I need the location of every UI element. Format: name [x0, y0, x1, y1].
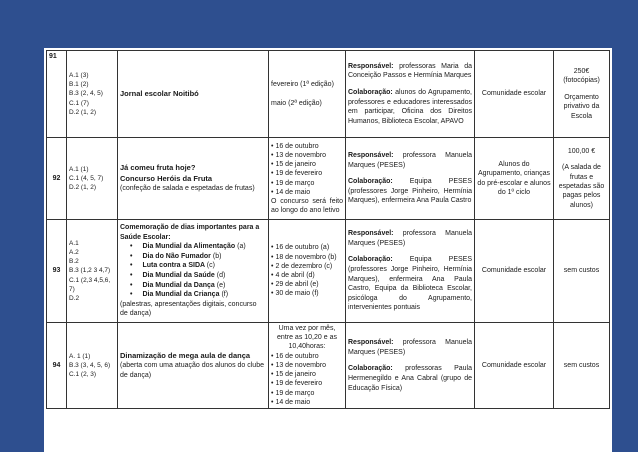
- table-row: [47, 220, 610, 323]
- date-entry: • 15 de janeiro: [271, 160, 343, 169]
- cost-note: Orçamento privativo da Escola: [563, 93, 600, 120]
- table-row: [47, 323, 610, 409]
- date-entry: • 16 de outubro: [271, 352, 343, 361]
- cost-amount: 100,00 €: [567, 147, 596, 155]
- list-item: • Dia Mundial da Dança (e): [130, 281, 266, 291]
- responsavel-text: professoras Maria da Conceição Passos e Hermínia Marques: [348, 62, 472, 80]
- document-sheet: [44, 48, 612, 452]
- responsavel-label: Responsável:: [348, 229, 394, 237]
- date-entry: • 14 de maio: [271, 188, 343, 197]
- top-border-band: [0, 0, 638, 48]
- activities-table: [46, 50, 610, 409]
- responsibles-cell: [346, 220, 475, 323]
- date-entry: • 19 de março: [271, 389, 343, 398]
- responsavel-label: Responsável:: [348, 62, 394, 70]
- date-entry: • 15 de janeiro: [271, 370, 343, 379]
- activity-title: Dinamização de mega aula de dança: [120, 350, 251, 360]
- code: A.1: [69, 240, 79, 248]
- dates-cell: [269, 51, 346, 138]
- target-audience: Comunidade escolar: [475, 220, 554, 323]
- code: C.1 (7): [69, 99, 89, 107]
- date-entry: • 16 de outubro (a): [271, 243, 343, 252]
- activity-cell: [118, 51, 269, 138]
- code: C.1 (2,3 4,5,6, 7): [69, 276, 111, 293]
- code: A. 1 (1): [69, 352, 91, 360]
- costs-cell: [554, 138, 610, 220]
- cost-amount: sem custos: [563, 267, 600, 275]
- colaboracao-label: Colaboração:: [348, 178, 393, 186]
- responsavel-text: professora Manuela Marques (PESES): [348, 151, 472, 169]
- colaboracao-text: professoras Paula Hermenegildo e Ana Cabral (grupo de Educação Física): [348, 365, 472, 392]
- date-entry: • 29 de abril (e): [271, 280, 343, 289]
- costs-cell: [554, 220, 610, 323]
- date-entry: • 19 de fevereiro: [271, 379, 343, 388]
- objective-codes: [67, 323, 118, 409]
- target-audience: Alunos do Agrupamento, crianças do pré-escolar e alunos do 1º ciclo: [475, 138, 554, 220]
- code: D.2: [69, 294, 80, 302]
- code: B.3 (2, 4, 5): [69, 90, 103, 98]
- date-entry: • 4 de abril (d): [271, 271, 343, 280]
- objective-codes: [67, 51, 118, 138]
- costs-cell: [554, 323, 610, 409]
- left-border-band: [0, 0, 44, 452]
- colaboracao-label: Colaboração:: [348, 256, 393, 264]
- code: B.3 (3, 4, 5, 6): [69, 362, 111, 369]
- responsavel-label: Responsável:: [348, 338, 394, 346]
- activity-title: Comemoração de dias importantes para a Saúde Escolar:: [120, 224, 260, 241]
- objective-codes: [67, 220, 118, 323]
- colaboracao-label: Colaboração:: [348, 88, 393, 96]
- code: A.2: [69, 249, 79, 257]
- date-entry: • 13 de novembro: [271, 361, 343, 370]
- date-entry: • 16 de outubro: [271, 142, 343, 151]
- activity-items: [120, 242, 266, 300]
- target-audience: Comunidade escolar: [475, 51, 554, 138]
- activity-note: (aberta com uma atuação dos alunos do clube de dança): [120, 362, 264, 379]
- date-entry: maio (2ª edição): [271, 100, 322, 107]
- cost-amount: sem custos: [563, 361, 600, 369]
- dates-note: O concurso será feito ao longo do ano letivo: [271, 197, 343, 215]
- activity-cell: [118, 323, 269, 409]
- dates-cell: [269, 220, 346, 323]
- list-item: • Dia Mundial da Alimentação (a): [130, 242, 266, 252]
- target-audience: Comunidade escolar: [475, 323, 554, 409]
- code: A.1 (1): [69, 165, 89, 173]
- list-item: • Dia Mundial da Criança (f): [130, 290, 266, 300]
- list-item: • Dia do Não Fumador (b): [130, 252, 266, 262]
- date-entry: fevereiro (1ª edição): [271, 80, 334, 88]
- responsibles-cell: [346, 323, 475, 409]
- responsibles-cell: [346, 51, 475, 138]
- colaboracao-text: alunos do Agrupamento, professores e educadores interessados em participar, Oficina dos Direitos Humanos, Biblioteca Escolar, APAVO: [348, 88, 472, 125]
- row-number: 92: [47, 138, 67, 220]
- code: A.1 (3): [69, 72, 89, 80]
- row-number: 93: [47, 220, 67, 323]
- date-entry: • 14 de maio: [271, 398, 343, 407]
- date-entry: • 19 de fevereiro: [271, 169, 343, 178]
- activity-cell: [118, 220, 269, 323]
- code: D.2 (1, 2): [69, 184, 97, 192]
- code: C.1 (2, 3): [69, 371, 97, 379]
- responsavel-text: professora Manuela Marques (PESES): [348, 229, 472, 247]
- cost-note: (A salada de frutas e espetadas são pagas pelos alunos): [558, 164, 605, 209]
- list-item: • Luta contra a SIDA (c): [130, 261, 266, 271]
- date-entry: • 19 de março: [271, 179, 343, 188]
- dates-cell: [269, 323, 346, 409]
- list-item: • Dia Mundial da Saúde (d): [130, 271, 266, 281]
- costs-cell: [554, 51, 610, 138]
- date-entry: • 13 de novembro: [271, 151, 343, 160]
- activity-cell: [118, 138, 269, 220]
- date-entry: • 18 de novembro (b): [271, 253, 343, 262]
- row-number: 94: [47, 323, 67, 409]
- activity-title: Já comeu fruta hoje?: [120, 163, 196, 173]
- table-row: [47, 51, 610, 138]
- table-row: [47, 138, 610, 220]
- code: B.2: [69, 258, 79, 266]
- date-entry: • 30 de maio (f): [271, 289, 343, 298]
- code: B.3 (1,2 3 4,7): [69, 267, 111, 275]
- objective-codes: [67, 138, 118, 220]
- cost-amount: 250€: [573, 67, 590, 75]
- right-border-band: [612, 0, 638, 452]
- code: C.1 (4, 5, 7): [69, 174, 104, 182]
- responsavel-text: professora Manuela Marques (PESES): [348, 338, 472, 356]
- activity-note: (confeção de salada e espetadas de frutas): [120, 185, 255, 193]
- responsibles-cell: [346, 138, 475, 220]
- dates-cell: [269, 138, 346, 220]
- colaboracao-text: Equipa PESES (professores Jorge Pinheiro, Hermínia Marques), enfermeira Ana Paula Castro: [348, 178, 472, 205]
- dates-intro: Uma vez por mês, entre as 10,20 e as 10,40horas:: [277, 325, 337, 351]
- row-number: 91: [47, 51, 67, 138]
- code: B.1 (2): [69, 81, 89, 89]
- colaboracao-text: Equipa PESES (professores Jorge Pinheiro, Hermínia Marques), enfermeira Ana Paula Castro, Equipa da Biblioteca Escolar, psicóloga do Agrupamento, intervenientes pontuais: [348, 256, 472, 312]
- cost-note: (fotocópias): [563, 77, 600, 85]
- activity-note: (palestras, apresentações digitais, concurso de dança): [120, 300, 257, 318]
- code: D.2 (1, 2): [69, 108, 97, 116]
- activity-title: Jornal escolar Noitibó: [120, 88, 199, 98]
- date-entry: • 2 de dezembro (c): [271, 262, 343, 271]
- colaboracao-label: Colaboração:: [348, 365, 393, 373]
- activity-subtitle: Concurso Heróis da Fruta: [120, 173, 213, 183]
- responsavel-label: Responsável:: [348, 151, 394, 159]
